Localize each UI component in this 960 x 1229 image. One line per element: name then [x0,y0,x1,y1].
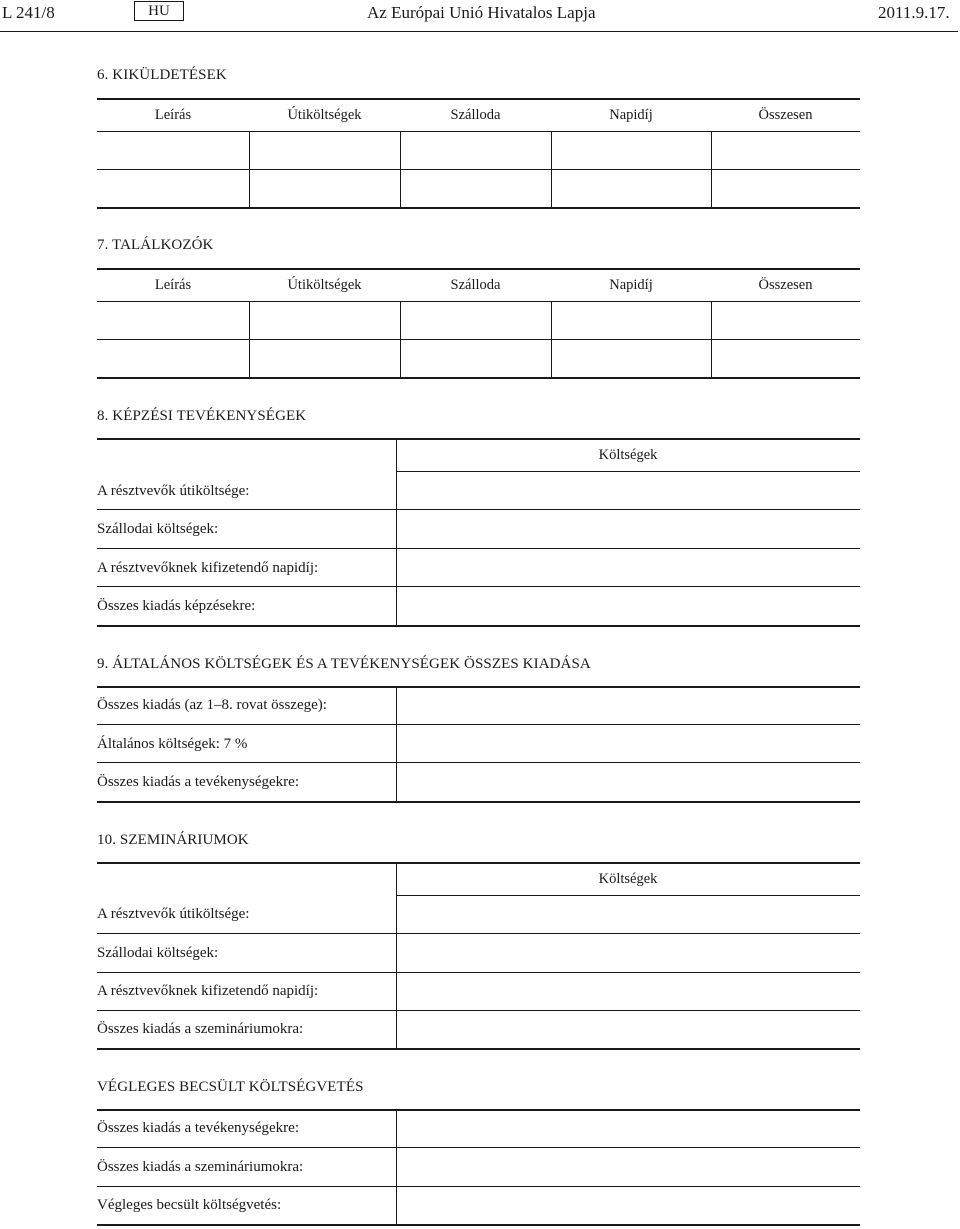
row-label-participant-travel: A résztvevők útiköltsége: [97,906,250,922]
row-label-per-diem: A résztvevőknek kifizetendő napidíj: [97,983,319,999]
col-header-per-diem: Napidíj [609,277,653,293]
row-label-activities-total: Összes kiadás a tevékenységekre: [97,1120,300,1136]
col-header-total: Összesen [758,107,813,123]
col-header-total: Összesen [758,277,813,293]
row-label-hotel-costs: Szállodai költségek: [97,521,219,537]
row-label-per-diem: A résztvevőknek kifizetendő napidíj: [97,560,319,576]
section-title-final-budget: VÉGLEGES BECSÜLT KÖLTSÉGVETÉS [97,1079,364,1095]
row-label-activities-total: Összes kiadás a tevékenységekre: [97,774,300,790]
row-label-seminars-total: Összes kiadás a szemináriumokra: [97,1159,304,1175]
header-rule [0,31,958,32]
section-title-seminars: 10. SZEMINÁRIUMOK [97,832,249,848]
row-label-general-costs: Általános költségek: 7 % [97,736,248,752]
language-badge: HU [134,1,184,21]
section-title-training: 8. KÉPZÉSI TEVÉKENYSÉGEK [97,408,307,424]
col-header-description: Leírás [154,107,192,123]
journal-title: Az Európai Unió Hivatalos Lapja [367,3,596,22]
col-header-costs: Költségek [598,447,658,463]
col-header-hotel: Szálloda [450,277,501,293]
col-header-costs: Költségek [598,871,658,887]
col-header-description: Leírás [154,277,192,293]
row-label-participant-travel: A résztvevők útiköltsége: [97,483,250,499]
col-header-travel: Útiköltségek [287,277,362,293]
publication-date: 2011.9.17. [878,3,950,22]
row-label-training-total: Összes kiadás képzésekre: [97,598,256,614]
row-label-seminars-total: Összes kiadás a szemináriumokra: [97,1021,304,1037]
col-header-hotel: Szálloda [450,107,501,123]
page-reference: L 241/8 [2,3,55,22]
section-title-overheads: 9. ÁLTALÁNOS KÖLTSÉGEK ÉS A TEVÉKENYSÉGEK ÖSSZES KIADÁSA [97,656,591,672]
row-label-final-budget: Végleges becsült költségvetés: [97,1197,282,1213]
col-header-per-diem: Napidíj [609,107,653,123]
row-label-total-1-8: Összes kiadás (az 1–8. rovat összege): [97,697,327,713]
section-title-meetings: 7. TALÁLKOZÓK [97,237,214,253]
col-header-travel: Útiköltségek [287,107,362,123]
row-label-hotel-costs: Szállodai költségek: [97,945,219,961]
section-title-missions: 6. KIKÜLDETÉSEK [97,67,227,83]
